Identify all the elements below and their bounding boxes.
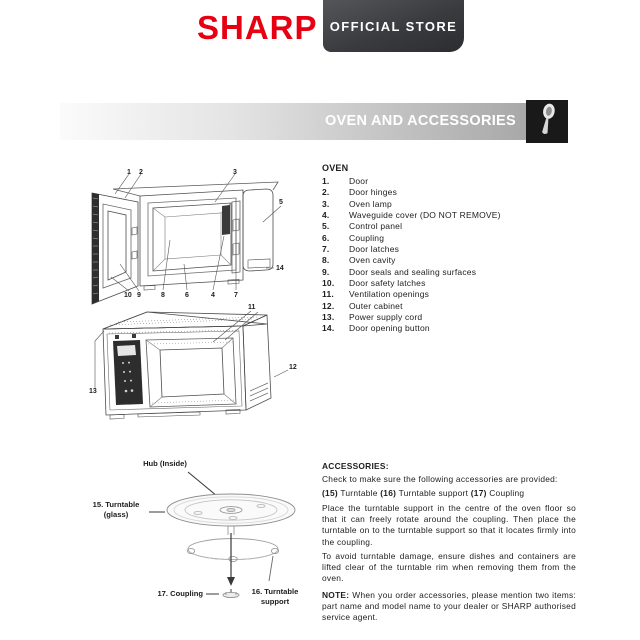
oven-list-item: 11. Ventilation openings — [322, 289, 430, 300]
spoon-icon — [534, 102, 560, 141]
oven-list-heading: OVEN — [322, 163, 349, 173]
callout-8: 8 — [161, 292, 165, 299]
oven-list-item: 2. Door hinges — [322, 187, 398, 198]
accessories-intro: Check to make sure the following accessories are provided: — [322, 474, 558, 485]
coupling-label: 17. Coupling — [157, 589, 203, 598]
hub-label: Hub (Inside) — [143, 459, 187, 468]
callout-5: 5 — [279, 199, 283, 206]
support-label-2: support — [260, 597, 290, 606]
callout-7: 7 — [234, 292, 238, 299]
part-16-label: Turntable support — [398, 488, 469, 499]
turntable-diagram — [85, 455, 315, 640]
part-15-num: (15) — [322, 488, 338, 499]
oven-list-item: 10. Door safety latches — [322, 278, 426, 289]
oven-list-item: 9. Door seals and sealing surfaces — [322, 266, 477, 277]
oven-list-item: 12. Outer cabinet — [322, 300, 403, 311]
official-store-badge: OFFICIAL STORE — [323, 0, 464, 52]
accessories-section — [322, 461, 576, 623]
oven-list-item: 7. Door latches — [322, 244, 400, 255]
section-title: OVEN AND ACCESSORIES — [324, 113, 516, 129]
part-17-label: Coupling — [489, 488, 525, 499]
callout-11: 11 — [248, 304, 256, 311]
oven-list-item: 13. Power supply cord — [322, 312, 423, 323]
callout-13: 13 — [89, 388, 97, 395]
part-15-label: Turntable — [340, 488, 378, 499]
callout-6: 6 — [185, 292, 189, 299]
oven-parts-list — [322, 163, 578, 335]
section-icon-box — [526, 100, 568, 143]
oven-list-item: 1. Door — [322, 176, 369, 186]
callout-14: 14 — [276, 265, 284, 272]
callout-1: 1 — [127, 169, 131, 176]
oven-list-item: 5. Control panel — [322, 221, 403, 232]
sharp-logo: SHARP — [197, 8, 318, 47]
accessories-heading: ACCESSORIES: — [322, 461, 389, 471]
turntable-label-2: (glass) — [103, 510, 129, 519]
accessories-paragraph-1: Place the turntable support in the centre of the oven floor so that it can freely rotate around the coupling. Then place the turntable on to the turntable support so that it locates firmly into the coupling. — [322, 503, 576, 547]
oven-list-item: 3. Oven lamp — [322, 198, 392, 209]
section-header-bar — [60, 103, 568, 140]
turntable-label-1: 15. Turntable — [92, 500, 140, 509]
callout-3: 3 — [233, 169, 237, 176]
oven-list-item: 8. Oven cavity — [322, 255, 396, 266]
support-label-1: 16. Turntable — [251, 587, 299, 596]
accessories-paragraph-2: To avoid turntable damage, ensure dishes and containers are lifted clear of the turntable rim when removing them from the oven. — [322, 550, 576, 583]
note-label: NOTE: — [322, 589, 350, 600]
note-text: When you order accessories, please mention two items: part name and model name to your dealer or SHARP authorised service agent. — [322, 589, 576, 623]
oven-exploded-diagram — [82, 160, 312, 310]
part-16-num: (16) — [380, 488, 397, 499]
oven-front-diagram — [80, 303, 315, 438]
accessories-parts-line — [322, 488, 576, 499]
callout-2: 2 — [139, 169, 143, 176]
accessories-note — [322, 590, 576, 623]
callout-9: 9 — [137, 292, 141, 299]
callout-12: 12 — [289, 364, 297, 371]
callout-10: 10 — [124, 292, 132, 299]
callout-4: 4 — [211, 292, 215, 299]
oven-list-item: 14. Door opening button — [322, 323, 430, 334]
part-17-num: (17) — [470, 488, 487, 499]
oven-list-item: 6. Coupling — [322, 232, 385, 243]
oven-list-item: 4. Waveguide cover (DO NOT REMOVE) — [322, 210, 501, 221]
